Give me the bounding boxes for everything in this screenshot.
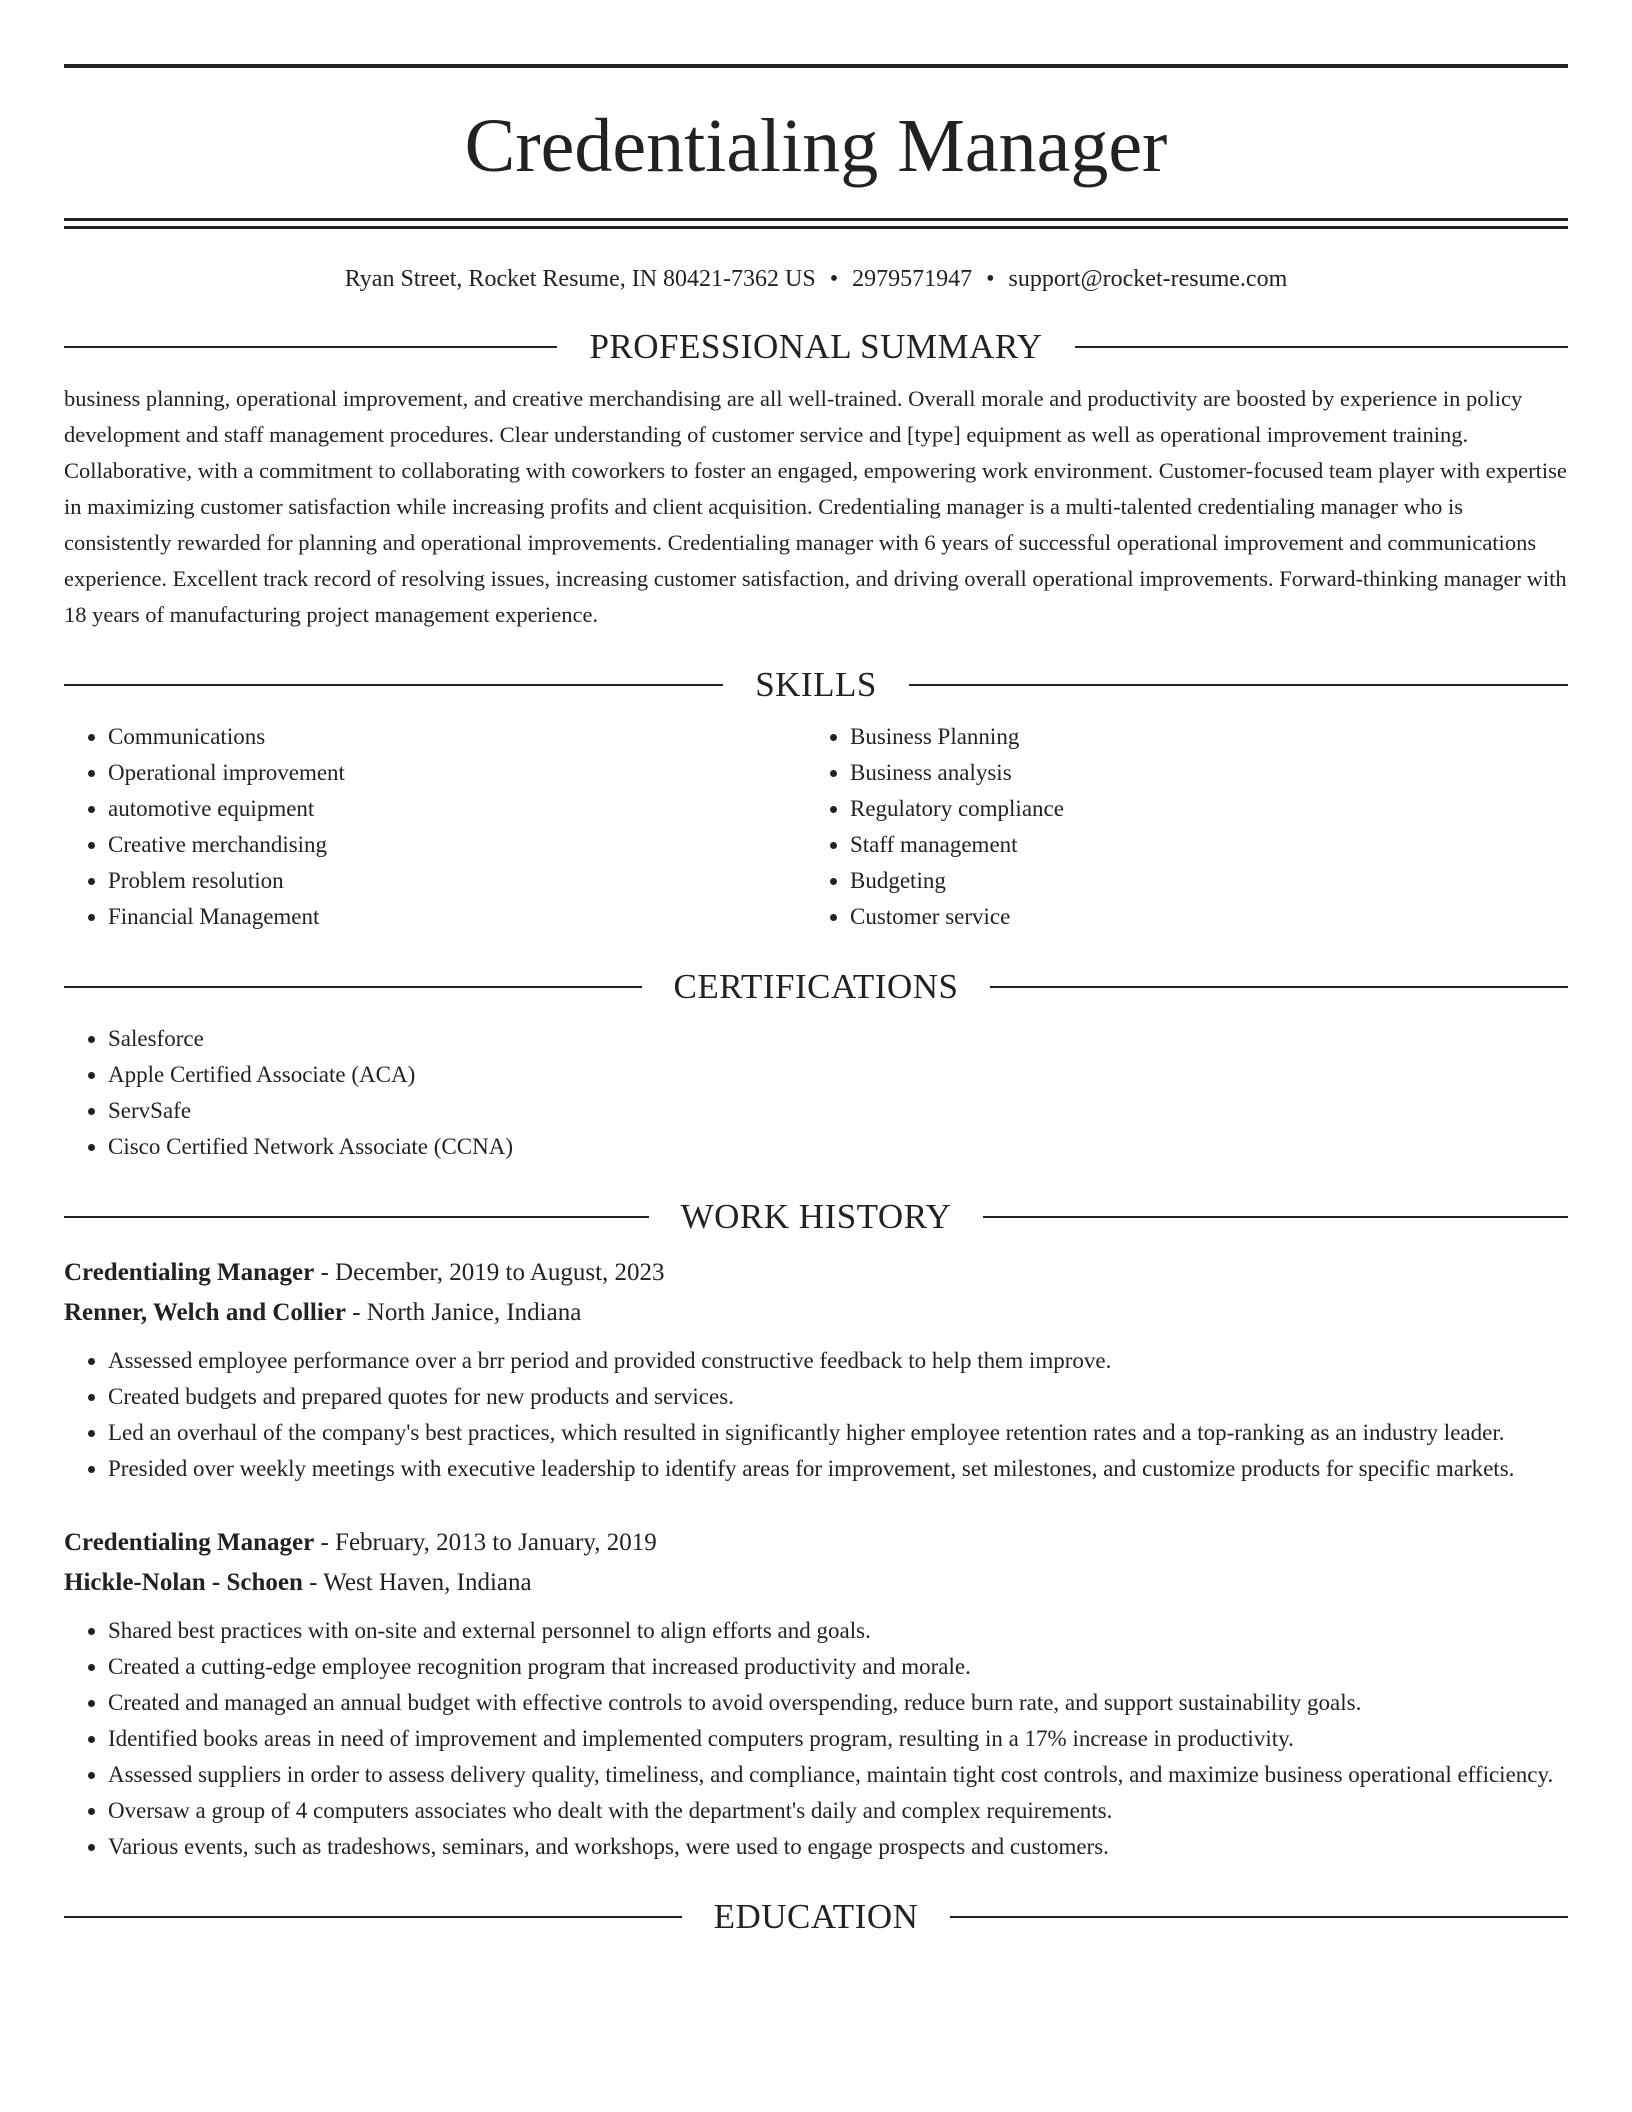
section-header-summary (64, 325, 1568, 369)
job-location: - West Haven, Indiana (302, 1569, 532, 1596)
section-title-summary: PROFESSIONAL SUMMARY (589, 327, 1043, 366)
job-title: Credentialing Manager (64, 1259, 315, 1286)
section-rule-right (950, 1916, 1568, 1918)
contact-email: support@rocket-resume.com (1008, 266, 1288, 292)
job-company-line (64, 1563, 1568, 1603)
title-double-rule (64, 218, 1568, 229)
section-rule-left (64, 684, 723, 686)
job-dates: - December, 2019 to August, 2023 (314, 1259, 665, 1286)
section-rule-left (64, 346, 557, 348)
skills-list-right (806, 719, 1548, 935)
skill-item: • Creative merchandising (108, 827, 806, 863)
job-bullets (64, 1343, 1568, 1487)
section-title-certifications: CERTIFICATIONS (673, 967, 959, 1006)
certification-item: • Cisco Certified Network Associate (CCNA) (108, 1129, 1568, 1165)
skill-item: • Financial Management (108, 899, 806, 935)
skill-item: • Customer service (850, 899, 1548, 935)
contact-separator: • (829, 266, 839, 292)
skill-item: • Business Planning (850, 719, 1548, 755)
job-entry (64, 1253, 1568, 1487)
job-entry (64, 1523, 1568, 1865)
certification-item: • Salesforce (108, 1021, 1568, 1057)
section-rule-left (64, 986, 642, 988)
section-rule-right (909, 684, 1568, 686)
skills-column-left (64, 719, 806, 935)
job-bullet: • Created budgets and prepared quotes for new products and services. (108, 1379, 1568, 1415)
section-rule-right (990, 986, 1568, 988)
section-title-work: WORK HISTORY (680, 1197, 952, 1236)
skill-item: • Staff management (850, 827, 1548, 863)
job-bullets (64, 1613, 1568, 1865)
contact-separator: • (986, 266, 995, 292)
contact-phone: 2979571947 (852, 266, 973, 292)
skill-item: • automotive equipment (108, 791, 806, 827)
top-rule (64, 64, 1568, 68)
section-title-skills: SKILLS (755, 665, 877, 704)
skill-item: • Regulatory compliance (850, 791, 1548, 827)
job-title: Credentialing Manager (64, 1529, 315, 1556)
job-dates: - February, 2013 to January, 2019 (314, 1529, 657, 1556)
job-bullet: • Oversaw a group of 4 computers associates who dealt with the department's daily and complex requirements. (108, 1793, 1568, 1829)
certification-item: • Apple Certified Associate (ACA) (108, 1057, 1568, 1093)
summary-text: business planning, operational improvement, and creative merchandising are all well-trained. Overall morale and productivity are boosted by experience in policy development and staff management procedures. Clear understanding of customer service and [type] equipment as well as operational improvement training. Collaborative, with a commitment to collaborating with coworkers to foster an engaged, empowering work environment. Customer-focused team player with expertise in maximizing customer satisfaction while increasing profits and client acquisition. Credentialing manager is a multi-talented credentialing manager who is consistently rewarded for planning and operational improvements. Credentialing manager with 6 years of successful operational improvement and communications experience. Excellent track record of resolving issues, increasing customer satisfaction, and driving overall operational improvements. Forward-thinking manager with 18 years of manufacturing project management experience. (64, 386, 1567, 627)
section-rule-right (983, 1216, 1568, 1218)
resume-title: Credentialing Manager (464, 104, 1168, 188)
job-bullet: • Created and managed an annual budget with effective controls to avoid overspending, reduce burn rate, and support sustainability goals. (108, 1685, 1568, 1721)
skill-item: • Communications (108, 719, 806, 755)
section-title-education: EDUCATION (713, 1897, 919, 1936)
job-company: Renner, Welch and Collier (64, 1299, 346, 1326)
skill-item: • Operational improvement (108, 755, 806, 791)
skill-item: • Budgeting (850, 863, 1548, 899)
section-rule-right (1075, 346, 1568, 348)
contact-address: Ryan Street, Rocket Resume, IN 80421-7362 US (344, 266, 816, 292)
job-location: - North Janice, Indiana (345, 1299, 582, 1326)
contact-line (64, 263, 1568, 295)
job-bullet: • Identified books areas in need of improvement and implemented computers program, resulting in a 17% increase in productivity. (108, 1721, 1568, 1757)
job-bullet: • Presided over weekly meetings with executive leadership to identify areas for improvement, set milestones, and customize products for specific markets. (108, 1451, 1568, 1487)
skills-list-left (64, 719, 806, 935)
skills-grid (64, 719, 1568, 935)
skill-item: • Business analysis (850, 755, 1548, 791)
job-title-line (64, 1523, 1568, 1563)
section-header-work (64, 1195, 1568, 1239)
job-title-line (64, 1253, 1568, 1293)
job-bullet: • Various events, such as tradeshows, seminars, and workshops, were used to engage prospects and customers. (108, 1829, 1568, 1865)
job-bullet: • Shared best practices with on-site and external personnel to align efforts and goals. (108, 1613, 1568, 1649)
job-bullet: • Created a cutting-edge employee recognition program that increased productivity and morale. (108, 1649, 1568, 1685)
job-bullet: • Assessed employee performance over a brr period and provided constructive feedback to help them improve. (108, 1343, 1568, 1379)
section-header-skills (64, 663, 1568, 707)
section-rule-left (64, 1916, 682, 1918)
certifications-list (64, 1021, 1568, 1165)
section-rule-left (64, 1216, 649, 1218)
section-header-certifications (64, 965, 1568, 1009)
section-header-education (64, 1895, 1568, 1939)
skills-column-right (806, 719, 1548, 935)
resume-page (64, 64, 1568, 1951)
certification-item: • ServSafe (108, 1093, 1568, 1129)
job-bullet: • Led an overhaul of the company's best practices, which resulted in significantly higher employee retention rates and a top-ranking as an industry leader. (108, 1415, 1568, 1451)
job-company: Hickle-Nolan - Schoen (64, 1569, 303, 1596)
skill-item: • Problem resolution (108, 863, 806, 899)
job-bullet: • Assessed suppliers in order to assess delivery quality, timeliness, and compliance, maintain tight cost controls, and maximize business operational efficiency. (108, 1757, 1568, 1793)
job-company-line (64, 1293, 1568, 1333)
